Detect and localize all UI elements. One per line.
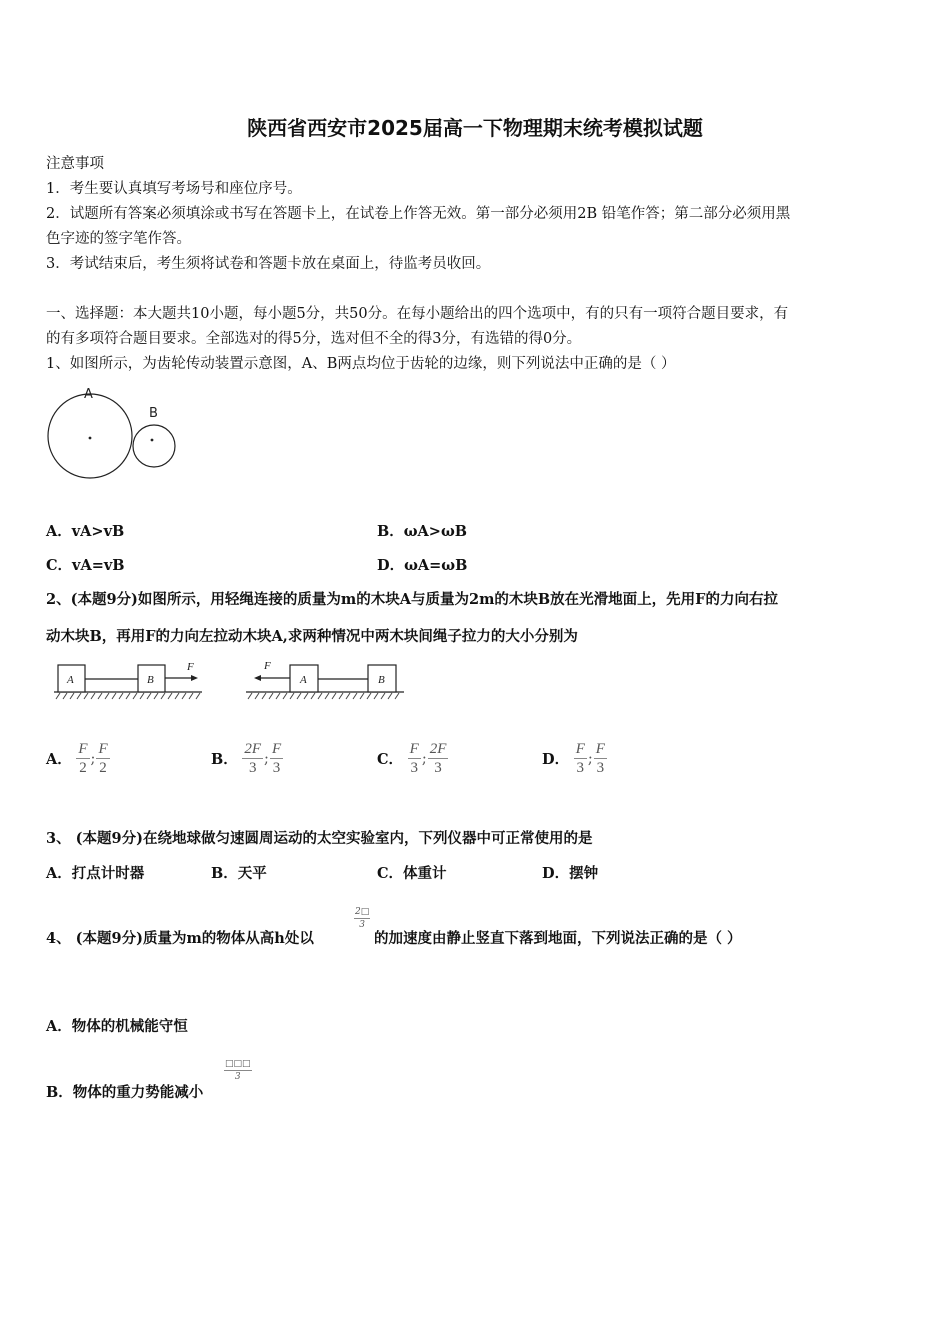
gear-b-circle [133,425,175,467]
svg-text:A: A [300,674,307,686]
gear-a-circle [48,394,132,478]
q4-inline-fraction: $\frac{2□}{3}$ [355,907,370,930]
svg-text:A: A [67,674,74,686]
question-2-stem-cont: 动木块B，再用F的力向左拉动木块A,求两种情况中两木块间绳子拉力的大小分别为 [46,628,578,645]
q1-option-d: D．ωA=ωB [377,557,468,574]
svg-text:B: B [147,674,154,686]
gear-diagram [44,380,184,492]
page-title: 陕西省西安市2025届高一下物理期末统考模拟试题 [247,116,703,140]
svg-text:B: B [378,674,385,686]
question-1-stem: 1、如图所示，为齿轮传动装置示意图，A、B两点均位于齿轮的边缘，则下列说法中正确的是（ ） [46,356,676,372]
q2-option-c: C． $\frac{F}{3}$ ; $\frac{2F}{3}$ [377,741,447,776]
q3-option-a: A．打点计时器 [46,865,145,882]
q4-option-b: B．物体的重力势能减小 [46,1084,204,1101]
gear-a-label: A [84,387,93,402]
note-item-2: 2．试题所有答案必须填涂或书写在答题卡上，在试卷上作答无效。第一部分必须用2B 铅笔作答；第二部分必须用黑 [46,206,791,222]
q1-option-b: B．ωA>ωB [377,523,468,540]
q2-option-b: B． $\frac{2F}{3}$ ; $\frac{F}{3}$ [211,741,282,776]
q4-option-b-fraction: □□□ 3 [225,1059,251,1082]
q1-option-a: A．vA>vB [46,523,125,540]
section-intro: 一、选择题：本大题共10小题，每小题5分，共50分。在每小题给出的四个选项中，有的只有一项符合题目要求，有 [46,306,789,322]
q3-option-d: D．摆钟 [542,865,599,882]
gear-b-center [151,439,154,442]
blocks-diagram-1 [50,655,210,703]
notes-heading: 注意事项 [46,156,104,172]
gear-a-center [89,437,92,440]
q2-option-d: D． $\frac{F}{3}$ ; $\frac{F}{3}$ [542,741,605,776]
note-item-3: 3．考试结束后，考生须将试卷和答题卡放在桌面上，待监考员收回。 [46,256,491,272]
svg-text:F: F [264,660,271,672]
q1-option-c: C．vA=vB [46,557,125,574]
blocks-diagram-2 [242,655,412,703]
question-4-stem-cont: 的加速度由静止竖直下落到地面，下列说法正确的是（ ） [374,930,742,947]
q4-option-a: A．物体的机械能守恒 [46,1018,188,1035]
question-2-stem: 2、(本题9分)如图所示，用轻绳连接的质量为m的木块A与质量为2m的木块B放在光滑地面上，先用F的力向右拉 [46,591,778,608]
question-4-stem: 4、 (本题9分)质量为m的物体从高h处以 [46,930,314,947]
note-item-1: 1．考生要认真填写考场号和座位序号。 [46,181,302,197]
svg-text:F: F [187,661,194,673]
gear-b-label: B [149,406,158,421]
q3-option-c: C．体重计 [377,865,447,882]
section-intro-cont: 的有多项符合题目要求。全部选对的得5分，选对但不全的得3分，有选错的得0分。 [46,331,582,347]
q2-option-a: A． $\frac{F}{2}$ ; $\frac{F}{2}$ [46,741,108,776]
question-3-stem: 3、 (本题9分)在绕地球做匀速圆周运动的太空实验室内，下列仪器中可正常使用的是 [46,830,593,847]
q3-option-b: B．天平 [211,865,267,882]
note-item-2-cont: 色字迹的签字笔作答。 [46,231,191,247]
